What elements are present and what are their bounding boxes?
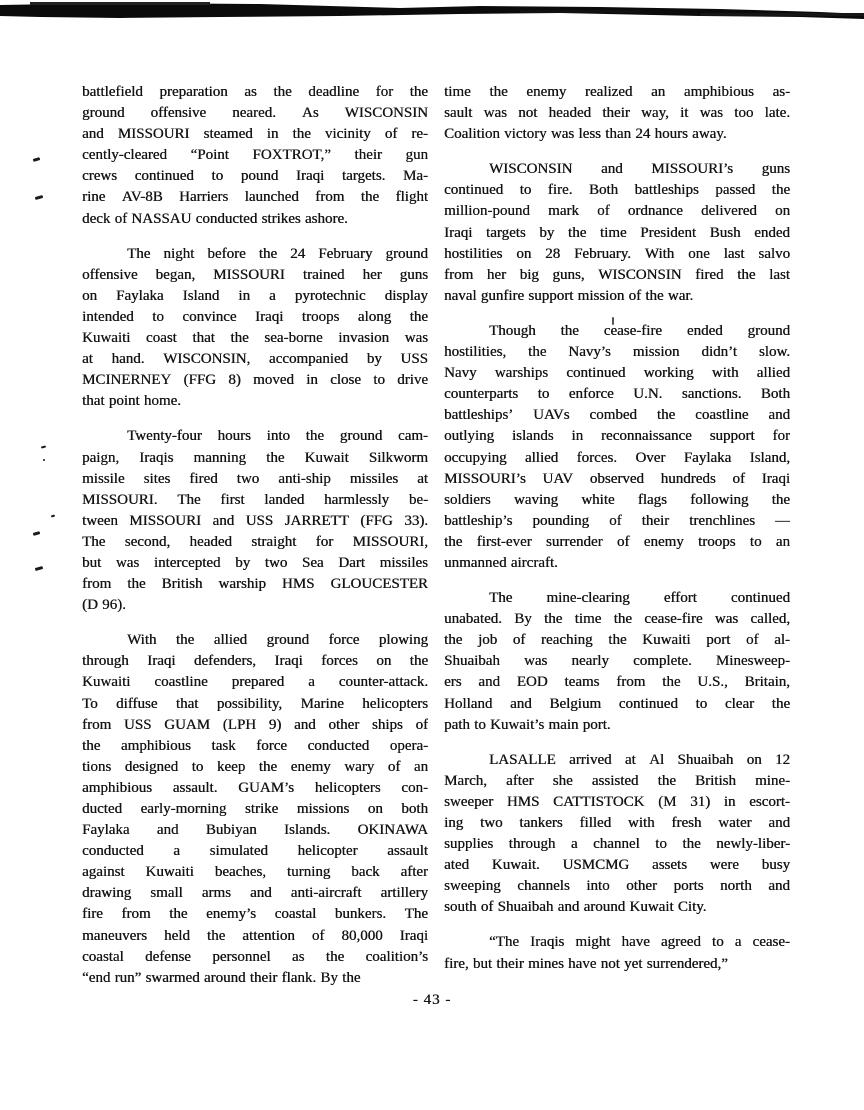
text-line: Kuwaiti coastline prepared a counter-attack. xyxy=(82,674,428,691)
page-number: - 43 - xyxy=(412,992,452,1008)
text-line: at hand. WISCONSIN, accompanied by USS xyxy=(82,351,428,368)
scan-speck xyxy=(33,157,41,162)
text-line: MISSOURI. The first landed harmlessly be- xyxy=(82,491,428,508)
scan-speck xyxy=(35,566,44,571)
text-line: To diffuse that possibility, Marine helicopters xyxy=(82,695,428,712)
scan-speck xyxy=(51,515,55,518)
left-column xyxy=(82,82,428,989)
text-line: path to Kuwait’s main port. xyxy=(444,716,611,733)
paragraph xyxy=(82,426,428,616)
text-line: hostilities, the Navy’s mission didn’t slow. xyxy=(444,344,790,361)
text-line: ducted early-morning strike missions on both xyxy=(82,801,428,817)
text-line: With the allied ground force plowing xyxy=(127,632,428,649)
text-line: south of Shuaibah and around Kuwait City. xyxy=(444,899,707,916)
paragraph xyxy=(444,588,790,736)
text-line: that point home. xyxy=(82,393,181,410)
paragraph xyxy=(444,750,790,919)
text-line: from USS GUAM (LPH 9) and other ships of xyxy=(82,716,428,733)
scan-artifact-top-bar xyxy=(0,0,864,24)
text-line: WISCONSIN and MISSOURI’s guns xyxy=(489,161,790,178)
text-line: time the enemy realized an amphibious as- xyxy=(444,84,790,100)
text-line: cently-cleared “Point FOXTROT,” their gun xyxy=(82,147,428,164)
scan-speck xyxy=(35,195,44,200)
text-line: unmanned aircraft. xyxy=(444,554,558,571)
text-block xyxy=(82,82,790,989)
text-line: sweeping channels into other ports north and xyxy=(444,878,790,895)
text-line: maneuvers held the attention of 80,000 Iraqi xyxy=(82,927,428,944)
text-line: tions designed to keep the enemy wary of an xyxy=(82,758,428,775)
text-line: battleships’ UAVs combed the coastline and xyxy=(444,407,790,424)
text-line: Though the cease-fire ended ground xyxy=(489,322,790,339)
text-line: hostilities on 28 February. With one last salvo xyxy=(444,245,790,262)
text-line: battleship’s pounding of their trenchlines — xyxy=(444,512,790,529)
text-line: tween MISSOURI and USS JARRETT (FFG 33). xyxy=(82,512,428,529)
paragraph xyxy=(444,932,790,974)
text-line: outlying islands in reconnaissance support for xyxy=(444,428,790,445)
text-line: crews continued to pound Iraqi targets. Ma- xyxy=(82,168,428,185)
right-column xyxy=(444,82,790,989)
text-line: the job of reaching the Kuwaiti port of al- xyxy=(444,632,790,649)
text-line: sault was not headed their way, it was too late. xyxy=(444,105,790,122)
scan-speck xyxy=(43,459,45,461)
text-line: ated Kuwait. USMCMG assets were busy xyxy=(444,857,790,874)
text-line: Twenty-four hours into the ground cam- xyxy=(127,428,428,445)
scan-speck xyxy=(33,531,41,536)
text-line: coastal defense personnel as the coalition’s xyxy=(82,948,428,965)
text-line: deck of NASSAU conducted strikes ashore. xyxy=(82,210,348,227)
paragraph xyxy=(444,159,790,307)
text-line: rine AV-8B Harriers launched from the flight xyxy=(82,189,428,206)
text-line: March, after she assisted the British mine- xyxy=(444,772,790,789)
paragraph xyxy=(444,82,790,145)
text-line: supplies through a channel to the newly-liber- xyxy=(444,836,790,853)
text-line: ers and EOD teams from the U.S., Britain, xyxy=(444,674,790,691)
text-line: (D 96). xyxy=(82,597,126,614)
text-line: from her big guns, WISCONSIN fired the last xyxy=(444,266,790,283)
text-line: Shuaibah was nearly complete. Minesweep- xyxy=(444,653,790,670)
text-line: amphibious assault. GUAM’s helicopters con- xyxy=(82,779,428,796)
scan-speck xyxy=(41,445,46,448)
paragraph xyxy=(82,244,428,413)
text-line: the amphibious task force conducted opera- xyxy=(82,737,428,754)
text-line: million-pound mark of ordnance delivered on xyxy=(444,203,790,220)
text-line: missile sites fired two anti-ship missiles at xyxy=(82,470,428,487)
text-line: “end run” swarmed around their flank. By the xyxy=(82,969,361,986)
paragraph xyxy=(444,321,790,574)
paragraph xyxy=(82,630,428,989)
text-line: drawing small arms and anti-aircraft artillery xyxy=(82,885,428,902)
text-line: battlefield preparation as the deadline for the xyxy=(82,84,428,100)
text-line: fire from the enemy’s coastal bunkers. The xyxy=(82,906,428,923)
text-line: soldiers waving white flags following the xyxy=(444,491,790,508)
text-line: intended to convince Iraqi troops along the xyxy=(82,308,428,325)
text-line: paign, Iraqis manning the Kuwait Silkworm xyxy=(82,449,428,466)
text-line: sweeper HMS CATTISTOCK (M 31) in escort- xyxy=(444,793,790,810)
text-line: naval gunfire support mission of the war. xyxy=(444,287,694,304)
text-line: through Iraqi defenders, Iraqi forces on the xyxy=(82,653,428,670)
text-line: Navy warships continued working with allied xyxy=(444,365,790,382)
text-line: on Faylaka Island in a pyrotechnic display xyxy=(82,287,428,304)
text-line: The night before the 24 February ground xyxy=(127,245,428,262)
text-line: LASALLE arrived at Al Shuaibah on 12 xyxy=(489,751,790,768)
text-line: “The Iraqis might have agreed to a cease- xyxy=(489,934,790,951)
text-line: unabated. By the time the cease-fire was called, xyxy=(444,611,790,628)
text-line: Iraqi targets by the time President Bush ended xyxy=(444,224,790,241)
paragraph xyxy=(82,82,428,230)
text-line: MISSOURI’s UAV observed hundreds of Iraqi xyxy=(444,470,790,487)
text-line: Holland and Belgium continued to clear the xyxy=(444,695,790,712)
text-line: Faylaka and Bubiyan Islands. OKINAWA xyxy=(82,822,428,839)
text-line: counterparts to enforce U.N. sanctions. Both xyxy=(444,386,790,403)
text-line: offensive began, MISSOURI trained her guns xyxy=(82,266,428,283)
text-line: ing two tankers filled with fresh water and xyxy=(444,815,790,831)
text-line: the first-ever surrender of enemy troops to an xyxy=(444,533,790,550)
text-line: The second, headed straight for MISSOURI, xyxy=(82,533,428,550)
text-line: from the British warship HMS GLOUCESTER xyxy=(82,576,428,593)
top-bar-shape xyxy=(0,0,864,24)
text-line: Coalition victory was less than 24 hours away. xyxy=(444,126,727,143)
text-line: and MISSOURI steamed in the vicinity of re- xyxy=(82,126,428,143)
text-line: The mine-clearing effort continued xyxy=(489,590,790,607)
text-line: continued to fire. Both battleships passed the xyxy=(444,182,790,199)
text-line: occupying allied forces. Over Faylaka Island, xyxy=(444,449,790,466)
text-line: but was intercepted by two Sea Dart missiles xyxy=(82,554,428,571)
text-line: conducted a simulated helicopter assault xyxy=(82,843,428,860)
text-line: Kuwaiti coast that the sea-borne invasion was xyxy=(82,330,428,347)
text-line: against Kuwaiti beaches, turning back after xyxy=(82,864,428,881)
text-line: MCINERNEY (FFG 8) moved in close to drive xyxy=(82,372,428,389)
text-line: ground offensive neared. As WISCONSIN xyxy=(82,105,428,122)
text-line: fire, but their mines have not yet surrendered,” xyxy=(444,955,728,972)
